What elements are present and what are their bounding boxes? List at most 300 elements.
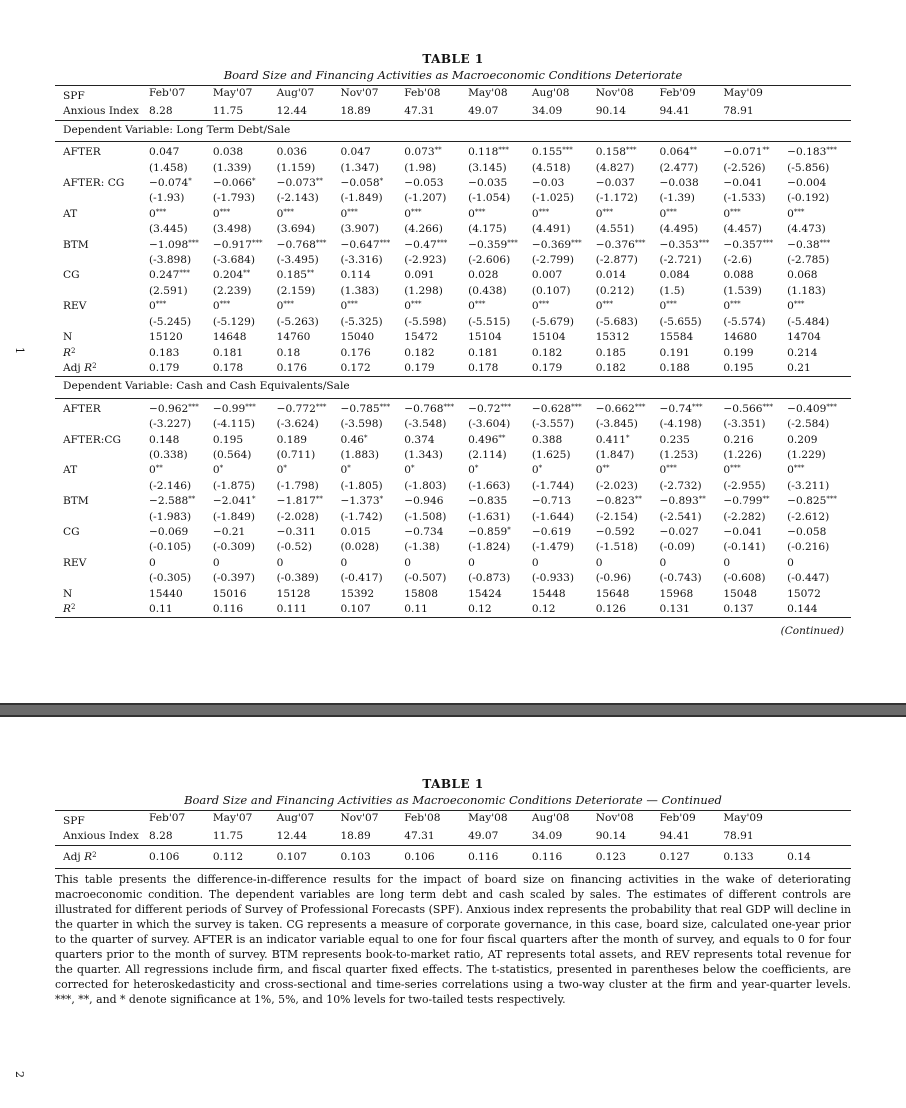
table-cell: (-1.983) — [149, 510, 192, 523]
table-cell: −0.99*** — [212, 402, 256, 415]
table-cell: −0.041 — [723, 525, 763, 538]
table-cell: 0.178 — [213, 361, 277, 377]
row-label: CG — [63, 269, 80, 282]
table-cell: 15448 — [531, 587, 566, 600]
table-cell: (2.591) — [149, 284, 188, 297]
table-cell: −0.619 — [531, 525, 572, 538]
table-cell: 14704 — [787, 331, 821, 344]
table-cell: (0.107) — [531, 284, 571, 297]
table-cell: (-5.598) — [404, 315, 447, 328]
table-cell: 0.179 — [532, 361, 596, 377]
table-cell: (3.498) — [212, 223, 252, 236]
spf-row — [55, 811, 851, 830]
table-cell: (-0.105) — [149, 541, 192, 554]
table-cell: (-2.146) — [149, 479, 192, 492]
row-label: REV — [63, 556, 87, 569]
table-cell: 0.106 — [404, 845, 468, 868]
table-cell: 0.126 — [596, 602, 660, 618]
row-label: AFTER — [63, 402, 101, 415]
spf-row — [55, 86, 851, 105]
table-cell: (-2.6) — [723, 254, 753, 267]
table-cell: (-2.732) — [659, 479, 702, 492]
table-cell: 0*** — [595, 300, 613, 313]
table-cell: (2.159) — [276, 284, 316, 297]
table-cell: (-2.923) — [404, 254, 447, 267]
table-cell: 0.209 — [787, 433, 818, 446]
table-cell: 0 — [787, 556, 794, 569]
table-cell: (-3.351) — [723, 418, 766, 431]
table-cell: −2.041* — [212, 495, 256, 508]
table-cell: (4.551) — [595, 223, 635, 236]
table-cell: (-5.484) — [787, 315, 830, 328]
row-label: N — [63, 331, 73, 344]
table-cell: −0.917*** — [212, 238, 263, 251]
table-cell: 12.44 — [277, 829, 341, 845]
table-cell: 0.084 — [659, 269, 690, 282]
table-cell: 0.11 — [149, 602, 213, 618]
table-cell: 14680 — [723, 331, 758, 344]
row-label — [55, 571, 149, 586]
table-cell: 0*** — [531, 300, 550, 313]
table-row — [55, 571, 851, 586]
table-cell: 0* — [212, 464, 224, 477]
table-cell: 0 — [149, 556, 156, 569]
table-cell: 0.411* — [595, 433, 630, 446]
table-cell: (-5.129) — [212, 315, 255, 328]
table-cell: 47.31 — [404, 829, 468, 845]
row-label: SPF — [55, 86, 149, 105]
table-cell: 0*** — [468, 300, 486, 313]
table-cell: (0.338) — [149, 448, 188, 461]
table-cell: 0.12 — [532, 602, 596, 618]
table-cell: 90.14 — [596, 829, 660, 845]
table-cell: 0* — [404, 464, 415, 477]
table-cell: (-1.508) — [404, 510, 447, 523]
table-cell: 0 — [276, 556, 284, 569]
table-cell: 0.204** — [212, 269, 251, 282]
table-row — [55, 222, 851, 237]
table-cell: (-5.325) — [340, 315, 383, 328]
table-cell: −0.066* — [212, 177, 256, 190]
table-cell: −0.027 — [659, 525, 699, 538]
table-cell: −0.74*** — [659, 402, 703, 415]
table-cell: Nov'07 — [340, 811, 404, 830]
table-row — [55, 268, 851, 283]
table-cell: 15312 — [595, 331, 630, 344]
table-row — [55, 207, 851, 222]
row-label: AT — [63, 464, 78, 477]
table-cell: May'08 — [468, 811, 532, 830]
row-label: N — [63, 587, 73, 600]
table-cell: (-0.507) — [404, 572, 447, 585]
results-table — [55, 85, 851, 618]
panel-cash-cont — [55, 845, 851, 868]
table-cell: 0.388 — [531, 433, 563, 446]
table-cell: (0.028) — [340, 541, 380, 554]
table-row — [55, 253, 851, 268]
page-2 — [0, 718, 906, 1108]
table-cell: 15440 — [149, 587, 183, 600]
row-label: Anxious Index — [55, 104, 149, 120]
table-cell: −0.825*** — [787, 495, 837, 508]
table-cell: 90.14 — [596, 104, 660, 120]
table-cell: (1.383) — [340, 284, 380, 297]
table-cell: (4.518) — [531, 161, 571, 174]
table-cell: (-2.799) — [531, 254, 575, 267]
table-cell: (-0.417) — [340, 572, 383, 585]
table-cell: (-1.38) — [404, 541, 440, 554]
table-cell: −2.588** — [149, 495, 196, 508]
table-cell: 11.75 — [213, 104, 277, 120]
row-label: $R^2$ — [55, 602, 149, 618]
table-cell: (-3.557) — [531, 418, 575, 431]
table-cell: (-1.39) — [659, 192, 695, 205]
page-separator — [0, 703, 906, 717]
table-cell: 0.235 — [659, 433, 690, 446]
table-cell: (-1.805) — [340, 479, 383, 492]
table-cell: 0.148 — [149, 433, 180, 446]
table-cell: Nov'08 — [596, 86, 660, 105]
table-cell: 0.123 — [596, 845, 660, 868]
table-cell: (4.491) — [531, 223, 571, 236]
table-cell: 15040 — [340, 331, 375, 344]
anxious-index-row — [55, 104, 851, 120]
table-row — [55, 433, 851, 448]
table-row — [55, 299, 851, 314]
table-cell: 0.137 — [723, 602, 787, 618]
table-cell: 0.179 — [404, 361, 468, 377]
table-cell: 15016 — [212, 587, 247, 600]
table-cell: 0*** — [723, 207, 741, 220]
table-cell: −0.772*** — [276, 402, 327, 415]
table-cell: (-5.263) — [276, 315, 319, 328]
table-cell: Aug'08 — [532, 811, 596, 830]
anxious-index-row — [55, 829, 851, 845]
table-cell: 0.007 — [531, 269, 563, 282]
row-label: AFTER: CG — [63, 177, 125, 190]
table-cell: (-1.172) — [595, 192, 638, 205]
table-cell: 0.172 — [340, 361, 404, 377]
table-cell: (-2.877) — [595, 254, 638, 267]
table-cell: 0.176 — [340, 346, 371, 359]
table-cell: (1.229) — [787, 448, 826, 461]
table-cell: (-0.192) — [787, 192, 830, 205]
table-cell: (2.239) — [212, 284, 252, 297]
table-cell: 0 — [723, 556, 731, 569]
table-cell: 0*** — [659, 300, 677, 313]
table-cell: (-3.495) — [276, 254, 319, 267]
table-cell: 0.073** — [404, 146, 442, 159]
adj-r2-row — [55, 845, 851, 868]
row-label — [55, 510, 149, 525]
table-cell: 0.155*** — [531, 146, 573, 159]
row-label: Adj $R^2$ — [55, 845, 149, 868]
table-cell: 0.176 — [277, 361, 341, 377]
table-cell: 0.185** — [276, 269, 314, 282]
row-label: AT — [63, 207, 78, 220]
table-header — [55, 86, 851, 121]
table-cell: May'09 — [723, 86, 787, 105]
table-subtitle: Board Size and Financing Activities as Macroeconomic Conditions Deteriorate — [223, 68, 683, 82]
table-cell: 0.133 — [723, 845, 787, 868]
table-row — [55, 587, 851, 602]
table-cell: 0.091 — [404, 269, 435, 282]
table-cell: 0 — [404, 556, 411, 569]
table-cell: (-4.198) — [659, 418, 702, 431]
table-cell: (-2.154) — [595, 510, 638, 523]
table-cell: (-2.023) — [595, 479, 638, 492]
table-cell: (3.445) — [149, 223, 188, 236]
table-cell: 49.07 — [468, 829, 532, 845]
table-cell: (1.347) — [340, 161, 380, 174]
table-cell: (-5.515) — [468, 315, 511, 328]
table-cell: 0*** — [531, 207, 550, 220]
table-cell: 15472 — [404, 331, 438, 344]
table-cell: (-1.849) — [340, 192, 383, 205]
table-cell: 15584 — [659, 331, 694, 344]
row-label — [55, 191, 149, 206]
table-cell: 15072 — [787, 587, 821, 600]
table-cell: (-3.598) — [340, 418, 383, 431]
table-cell: −0.962*** — [149, 402, 199, 415]
table-cell: (-3.211) — [787, 479, 830, 492]
table-cell: 0.116 — [213, 602, 277, 618]
table-cell: 0.047 — [340, 146, 371, 159]
table-cell: −0.566*** — [723, 402, 774, 415]
table-cell: (-0.397) — [212, 572, 255, 585]
table-cell: (-4.115) — [212, 418, 255, 431]
table-cell: 0*** — [149, 300, 167, 313]
table-cell: (-1.631) — [468, 510, 511, 523]
table-cell: 34.09 — [532, 829, 596, 845]
table-cell: (2.114) — [468, 448, 507, 461]
table-cell: 0.181 — [468, 346, 499, 359]
table-cell: −0.183*** — [787, 146, 837, 159]
row-label — [55, 222, 149, 237]
table-cell: (1.298) — [404, 284, 443, 297]
table-cell: 0 — [212, 556, 220, 569]
table-cell: −0.859* — [468, 525, 511, 538]
table-cell: 14648 — [212, 331, 247, 344]
table-cell: (-0.933) — [531, 572, 575, 585]
row-label: BTM — [63, 238, 89, 251]
row-label: CG — [63, 525, 80, 538]
table-cell: (-3.227) — [149, 418, 192, 431]
table-cell: −1.373* — [340, 495, 384, 508]
table-cell: 15648 — [595, 587, 630, 600]
table-cell: 0*** — [787, 300, 805, 313]
table-cell: 0*** — [212, 207, 231, 220]
table-cell: 0.46* — [340, 433, 368, 446]
table-row — [55, 284, 851, 299]
table-cell: (4.495) — [659, 223, 699, 236]
table-cell: −0.03 — [531, 177, 565, 190]
table-cell: −0.768*** — [276, 238, 327, 251]
table-cell: (-0.608) — [723, 572, 766, 585]
table-cell: 0*** — [276, 300, 294, 313]
table-title: TABLE 1 — [422, 52, 484, 66]
table-row — [55, 238, 851, 253]
table-cell: 0.127 — [660, 845, 724, 868]
results-table-cont — [55, 810, 851, 869]
table-cell: (-1.025) — [531, 192, 575, 205]
table-cell: 0*** — [659, 207, 677, 220]
table-header-cont — [55, 811, 851, 846]
table-cell: 0*** — [723, 464, 741, 477]
table-cell: (1.343) — [404, 448, 443, 461]
table-cell: 8.28 — [149, 829, 213, 845]
table-cell: −0.359*** — [468, 238, 518, 251]
table-cell: 0.178 — [468, 361, 532, 377]
table-cell: −0.72*** — [468, 402, 512, 415]
table-cell: (-5.683) — [595, 315, 638, 328]
table-cell: (-0.141) — [723, 541, 766, 554]
table-cell: (1.159) — [276, 161, 316, 174]
table-cell: 0.107 — [340, 602, 404, 618]
table-cell: 0.068 — [787, 269, 818, 282]
table-cell: (-0.447) — [787, 572, 830, 585]
table-cell: −0.647*** — [340, 238, 391, 251]
table-cell: 78.91 — [723, 829, 787, 845]
table-cell: 0.047 — [149, 146, 180, 159]
table-row — [55, 346, 851, 361]
table-cell: (1.339) — [212, 161, 252, 174]
table-cell: (2.477) — [659, 161, 699, 174]
table-cell: (-2.526) — [723, 161, 766, 174]
table-cell: (-5.574) — [723, 315, 766, 328]
table-cell: 0.112 — [213, 845, 277, 868]
table-cell: −0.734 — [404, 525, 444, 538]
table-cell: 15048 — [723, 587, 758, 600]
table-cell: −0.628*** — [531, 402, 582, 415]
table-cell: (-1.93) — [149, 192, 185, 205]
table-cell: (-2.143) — [276, 192, 319, 205]
table-row — [55, 142, 851, 161]
table-cell: 0.028 — [468, 269, 499, 282]
table-cell: (4.473) — [787, 223, 826, 236]
table-cell: −0.409*** — [787, 402, 837, 415]
table-cell: (-1.793) — [212, 192, 255, 205]
table-cell: (-3.548) — [404, 418, 447, 431]
table-cell: Nov'07 — [340, 86, 404, 105]
table-cell: (-2.612) — [787, 510, 830, 523]
table-cell: (-0.305) — [149, 572, 192, 585]
table-cell: (-5.245) — [149, 315, 192, 328]
table-cell: (1.5) — [659, 284, 685, 297]
table-cell: (-1.479) — [531, 541, 575, 554]
table-cell: 0.216 — [723, 433, 754, 446]
table-cell: (-0.309) — [212, 541, 255, 554]
row-label: SPF — [55, 811, 149, 830]
table-cell: Aug'07 — [277, 811, 341, 830]
table-cell: (-2.785) — [787, 254, 830, 267]
table-cell: (-3.604) — [468, 418, 511, 431]
table-row — [55, 191, 851, 206]
table-cell: (-3.898) — [149, 254, 192, 267]
table-cell: 0* — [531, 464, 543, 477]
table-cell: (-1.849) — [212, 510, 255, 523]
table-cell: 0.015 — [340, 525, 371, 538]
table-cell: −0.592 — [595, 525, 635, 538]
table-cell: 0* — [276, 464, 287, 477]
row-label — [55, 315, 149, 330]
table-cell: 0*** — [276, 207, 294, 220]
table-cell: May'07 — [213, 86, 277, 105]
table-cell: Aug'08 — [532, 86, 596, 105]
table-cell: (4.266) — [404, 223, 443, 236]
table-cell: (-2.955) — [723, 479, 766, 492]
table-cell: (4.175) — [468, 223, 507, 236]
table-cell: 0 — [340, 556, 348, 569]
table-cell: (-3.624) — [276, 418, 319, 431]
panel-heading — [55, 377, 851, 398]
panel-heading-text: Dependent Variable: Cash and Cash Equivalents/Sale — [55, 377, 851, 398]
table-cell: 0.088 — [723, 269, 754, 282]
table-cell: 0.116 — [532, 845, 596, 868]
table-cell: 0*** — [787, 207, 805, 220]
table-cell: (-1.533) — [723, 192, 766, 205]
table-cell: (4.827) — [595, 161, 635, 174]
table-cell: 0.214 — [787, 346, 818, 359]
table-cell: 0.118*** — [468, 146, 509, 159]
table-cell: 0.191 — [659, 346, 690, 359]
table-cell: (0.212) — [595, 284, 635, 297]
table-cell: −0.038 — [659, 177, 699, 190]
table-cell — [787, 104, 851, 120]
table-cell: 0.158*** — [595, 146, 637, 159]
table-cell: (-1.644) — [531, 510, 575, 523]
table-cell: 0*** — [340, 300, 358, 313]
table-cell: −0.893** — [659, 495, 706, 508]
table-cell: 0 — [468, 556, 475, 569]
table-cell: 0.12 — [468, 602, 532, 618]
table-cell: 14760 — [276, 331, 311, 344]
table-cell: −0.369*** — [531, 238, 582, 251]
table-cell: 15128 — [276, 587, 311, 600]
page-number-2: 2 — [13, 1071, 26, 1078]
table-cell: Feb'07 — [149, 811, 213, 830]
table-cell: (0.564) — [212, 448, 252, 461]
table-cell: 0.038 — [212, 146, 244, 159]
row-label: Adj $R^2$ — [55, 361, 149, 377]
table-cell: (-2.541) — [659, 510, 702, 523]
table-cell: 0.199 — [723, 346, 754, 359]
table-cell: (-2.282) — [723, 510, 766, 523]
page-number: 1 — [13, 347, 26, 354]
row-label: AFTER:CG — [63, 433, 121, 446]
table-cell: −0.041 — [723, 177, 763, 190]
table-cell: 78.91 — [723, 104, 787, 120]
table-row — [55, 398, 851, 417]
table-cell: (3.907) — [340, 223, 380, 236]
table-cell: 0 — [595, 556, 603, 569]
table-row — [55, 361, 851, 377]
table-cell: (3.694) — [276, 223, 316, 236]
table-cell: (-0.96) — [595, 572, 632, 585]
table-cell: −0.037 — [595, 177, 635, 190]
table-cell: 0* — [468, 464, 479, 477]
row-label — [55, 479, 149, 494]
table-cell: −0.035 — [468, 177, 508, 190]
table-cell: 0.036 — [276, 146, 307, 159]
table-cell: 0.195 — [212, 433, 244, 446]
table-cell: (0.711) — [276, 448, 316, 461]
table-cell: May'09 — [723, 811, 787, 830]
table-cell: 15104 — [468, 331, 502, 344]
table-cell: 0.111 — [277, 602, 341, 618]
table-cell: Feb'09 — [660, 811, 724, 830]
table-cell: 0*** — [468, 207, 486, 220]
